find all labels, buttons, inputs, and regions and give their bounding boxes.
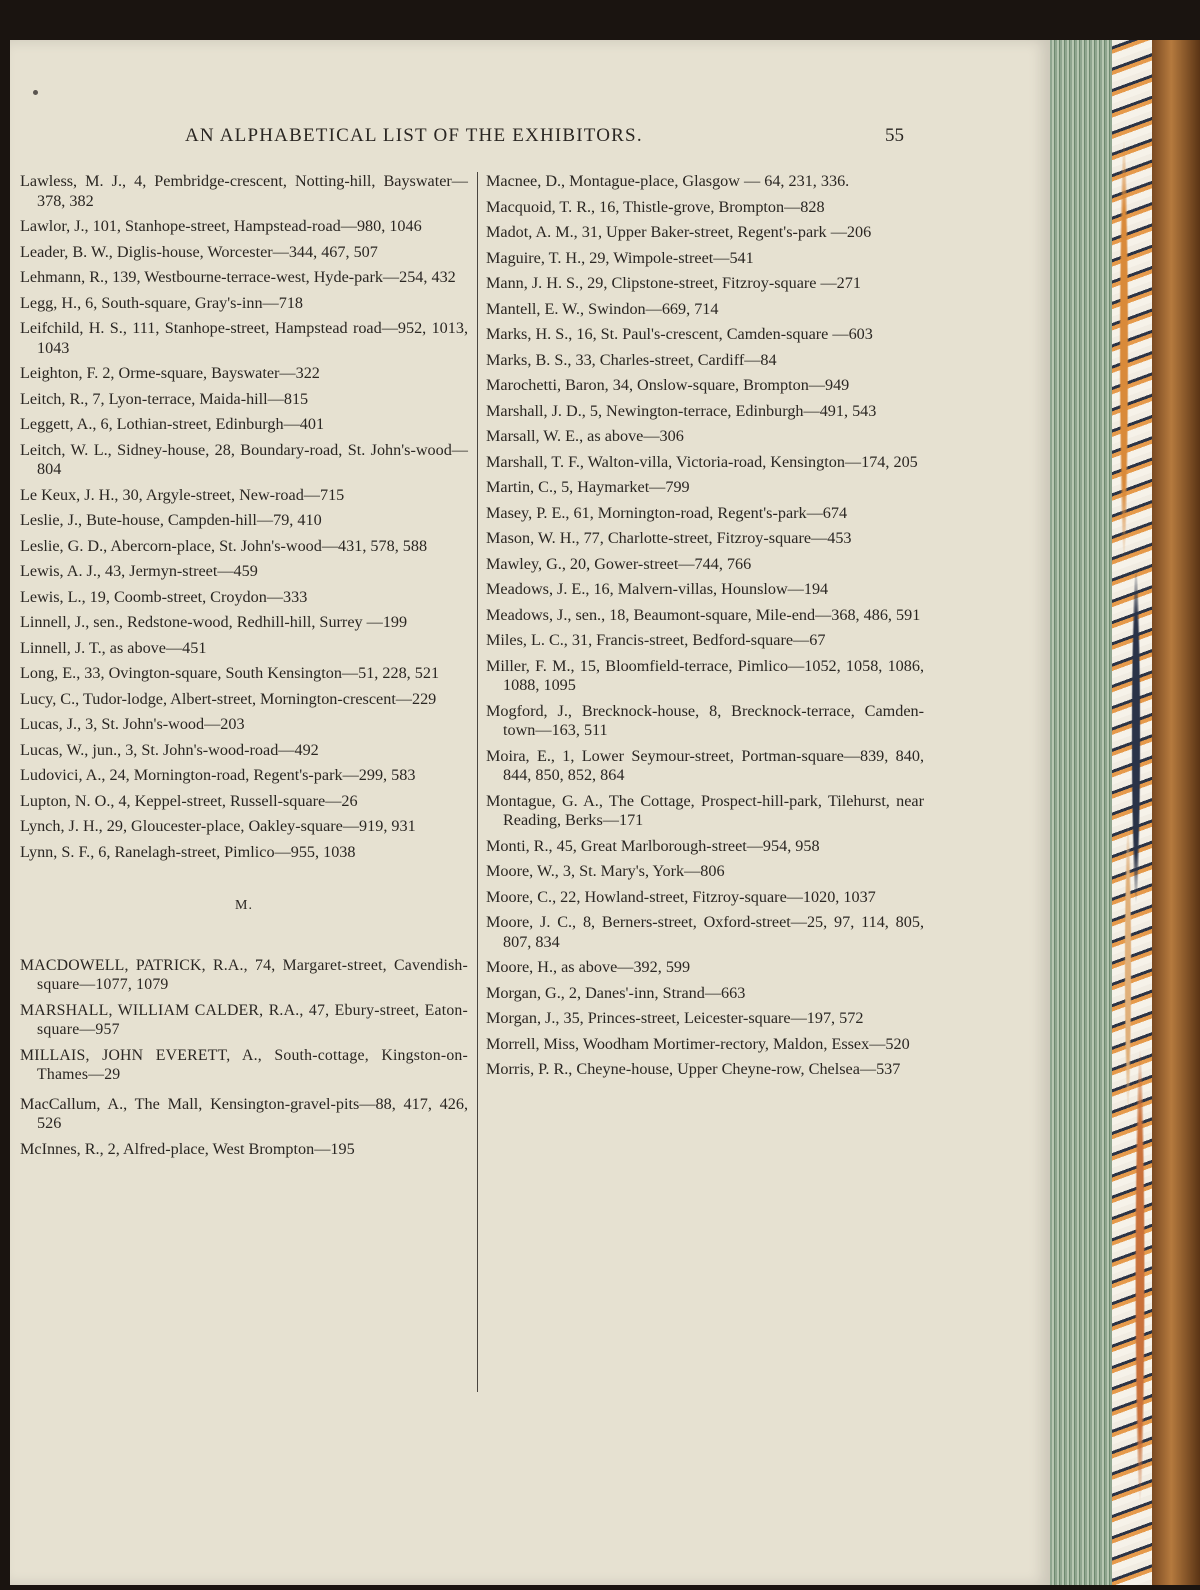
list-item: MARSHALL, WILLIAM CALDER, R.A., 47, Ebury-street, Eaton-square—957 — [20, 1001, 468, 1038]
list-item: Morgan, G., 2, Danes'-inn, Strand—663 — [486, 983, 746, 1002]
section-heading: M. — [235, 898, 253, 913]
list-item: Lewis, L., 19, Coomb-street, Croydon—333 — [20, 587, 308, 606]
list-item: Leggett, A., 6, Lothian-street, Edinburgh—401 — [20, 415, 325, 433]
list-item: Morrell, Miss, Woodham Mortimer-rectory, Maldon, Essex—520 — [486, 1034, 910, 1053]
list-item: Marsall, W. E., as above—306 — [486, 427, 684, 445]
list-item: Le Keux, J. H., 30, Argyle-street, New-road—715 — [20, 485, 345, 504]
list-item: Lucas, J., 3, St. John's-wood—203 — [20, 715, 245, 733]
list-item: Macnee, D., Montague-place, Glasgow — 64, 231, 336. — [486, 172, 850, 190]
left-entries-after — [20, 1095, 468, 1160]
list-item: Legg, H., 6, South-square, Gray's-inn—718 — [20, 293, 304, 312]
list-item: Monti, R., 45, Great Marlborough-street—954, 958 — [486, 836, 820, 855]
list-item: Leader, B. W., Diglis-house, Worcester—344, 467, 507 — [20, 242, 378, 261]
list-item: Masey, P. E., 61, Mornington-road, Regent's-park—674 — [486, 503, 848, 522]
list-item: Linnell, J., sen., Redstone-wood, Redhill-hill, Surrey —199 — [20, 613, 408, 631]
list-item: Leighton, F. 2, Orme-square, Bayswater—322 — [20, 364, 320, 382]
right-column — [486, 172, 924, 1086]
column-divider — [477, 172, 478, 1392]
left-entries — [20, 172, 468, 862]
list-item: Marks, B. S., 33, Charles-street, Cardiff—84 — [486, 350, 777, 369]
list-item: Miller, F. M., 15, Bloomfield-terrace, Pimlico—1052, 1058, 1086, 1088, 1095 — [486, 656, 924, 694]
right-entries — [486, 172, 924, 1080]
list-item: Mantell, E. W., Swindon—669, 714 — [486, 299, 719, 318]
list-item: Morgan, J., 35, Princes-street, Leicester-square—197, 572 — [486, 1009, 864, 1027]
list-item: MILLAIS, JOHN EVERETT, A., South-cottage, Kingston-on-Thames—29 — [20, 1046, 468, 1083]
left-column — [20, 172, 468, 1165]
list-item: Lucas, W., jun., 3, St. John's-wood-road—492 — [20, 740, 319, 759]
page-header-title: AN ALPHABETICAL LIST OF THE EXHIBITORS. — [185, 125, 643, 146]
list-item: Morris, P. R., Cheyne-house, Upper Cheyne-row, Chelsea—537 — [486, 1060, 901, 1078]
list-item: Lawlor, J., 101, Stanhope-street, Hampstead-road—980, 1046 — [20, 217, 422, 235]
list-item: Lynn, S. F., 6, Ranelagh-street, Pimlico—955, 1038 — [20, 842, 356, 861]
list-item: Lupton, N. O., 4, Keppel-street, Russell-square—26 — [20, 791, 358, 810]
list-item: Leitch, W. L., Sidney-house, 28, Boundary-road, St. John's-wood—804 — [20, 440, 468, 478]
list-item: Moore, W., 3, St. Mary's, York—806 — [486, 862, 725, 880]
list-item: Ludovici, A., 24, Mornington-road, Regent's-park—299, 583 — [20, 766, 416, 784]
list-item: Lynch, J. H., 29, Gloucester-place, Oakley-square—919, 931 — [20, 817, 416, 835]
book-binding — [1152, 40, 1200, 1585]
list-item: Miles, L. C., 31, Francis-street, Bedford-square—67 — [486, 631, 826, 649]
list-item: Mason, W. H., 77, Charlotte-street, Fitzroy-square—453 — [486, 529, 852, 547]
list-item: Marshall, J. D., 5, Newington-terrace, Edinburgh—491, 543 — [486, 401, 877, 420]
list-item: Meadows, J., sen., 18, Beaumont-square, Mile-end—368, 486, 591 — [486, 605, 921, 624]
list-item: Martin, C., 5, Haymarket—799 — [486, 478, 690, 496]
list-item: Lewis, A. J., 43, Jermyn-street—459 — [20, 562, 258, 580]
list-item: Lucy, C., Tudor-lodge, Albert-street, Mornington-crescent—229 — [20, 689, 437, 708]
list-item: Mogford, J., Brecknock-house, 8, Brecknock-terrace, Camden-town—163, 511 — [486, 701, 924, 739]
list-item: McInnes, R., 2, Alfred-place, West Brompton—195 — [20, 1139, 355, 1158]
list-item: Marochetti, Baron, 34, Onslow-square, Brompton—949 — [486, 376, 850, 394]
list-item: Leitch, R., 7, Lyon-terrace, Maida-hill—815 — [20, 389, 309, 408]
list-item: Mann, J. H. S., 29, Clipstone-street, Fitzroy-square —271 — [486, 274, 861, 292]
list-item: MacCallum, A., The Mall, Kensington-gravel-pits—88, 417, 426, 526 — [20, 1094, 468, 1132]
list-item: Leslie, G. D., Abercorn-place, St. John's-wood—431, 578, 588 — [20, 536, 428, 555]
marbled-edge — [1112, 40, 1152, 1585]
list-item: Marks, H. S., 16, St. Paul's-crescent, Camden-square —603 — [486, 325, 873, 343]
list-item: Lehmann, R., 139, Westbourne-terrace-west, Hyde-park—254, 432 — [20, 268, 456, 286]
list-item: Moore, C., 22, Howland-street, Fitzroy-square—1020, 1037 — [486, 887, 876, 906]
list-item: Moira, E., 1, Lower Seymour-street, Portman-square—839, 840, 844, 850, 852, 864 — [486, 746, 924, 784]
list-item: Montague, G. A., The Cottage, Prospect-hill-park, Tilehurst, near Reading, Berks—171 — [486, 791, 924, 829]
list-item: Marshall, T. F., Walton-villa, Victoria-road, Kensington—174, 205 — [486, 452, 918, 471]
list-item: Madot, A. M., 31, Upper Baker-street, Regent's-park —206 — [486, 223, 872, 241]
caps-entries — [20, 956, 468, 1085]
list-item: MACDOWELL, PATRICK, R.A., 74, Margaret-street, Cavendish-square—1077, 1079 — [20, 956, 468, 993]
page-number: 55 — [885, 125, 904, 146]
list-item: Meadows, J. E., 16, Malvern-villas, Hounslow—194 — [486, 580, 829, 598]
page-edges — [1050, 40, 1112, 1585]
list-item: Leslie, J., Bute-house, Campden-hill—79, 410 — [20, 511, 322, 529]
list-item: Leifchild, H. S., 111, Stanhope-street, Hampstead road—952, 1013, 1043 — [20, 319, 468, 357]
list-item: Moore, J. C., 8, Berners-street, Oxford-street—25, 97, 114, 805, 807, 834 — [486, 913, 924, 951]
list-item: Maguire, T. H., 29, Wimpole-street—541 — [486, 248, 754, 267]
list-item: Moore, H., as above—392, 599 — [486, 958, 691, 976]
list-item: Long, E., 33, Ovington-square, South Kensington—51, 228, 521 — [20, 664, 440, 682]
list-item: Linnell, J. T., as above—451 — [20, 638, 207, 657]
list-item: Lawless, M. J., 4, Pembridge-crescent, Notting-hill, Bayswater—378, 382 — [20, 172, 468, 210]
ink-mark — [33, 90, 38, 95]
list-item: Macquoid, T. R., 16, Thistle-grove, Brompton—828 — [486, 197, 825, 216]
list-item: Mawley, G., 20, Gower-street—744, 766 — [486, 554, 752, 573]
